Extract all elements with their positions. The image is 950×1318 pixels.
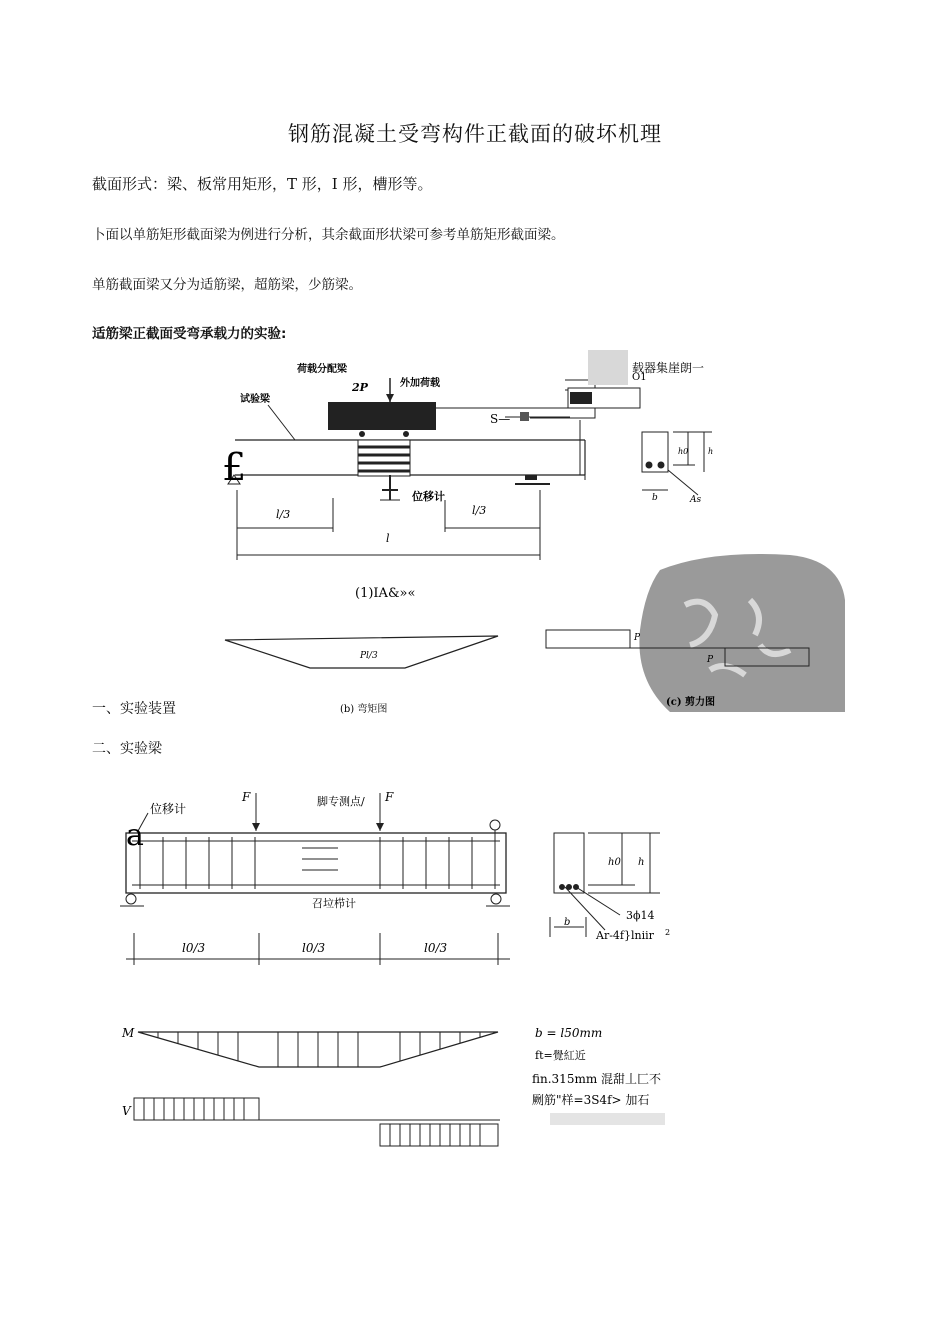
- ft-line: ft=覺紅近: [535, 1049, 586, 1062]
- load-beam-label: 荷载分配梁: [297, 364, 347, 375]
- section-b-h: h: [638, 857, 645, 868]
- load-distribution-beam: [328, 402, 436, 430]
- a-mark: a: [126, 818, 144, 853]
- caption-a: (1)IA&»«: [355, 586, 416, 601]
- section-as: As: [690, 495, 702, 505]
- setup-section-label: 一、实验装置: [92, 701, 176, 717]
- caption-b: (b) 弯矩图: [340, 704, 388, 715]
- moment-m-label: M: [122, 1026, 135, 1040]
- bottom-gauge-label: 召垃栉计: [312, 897, 356, 910]
- strain-points-label: 脚专测点/: [317, 795, 365, 808]
- sensor-sub-label: O1: [632, 372, 647, 383]
- caption-c: (c) 剪力图: [666, 697, 716, 708]
- force-f-right: F: [385, 790, 394, 804]
- b-value: b = l50mm: [535, 1026, 603, 1040]
- beam-types-text: 单筋截面梁又分为适筋梁，超筋梁，少筋梁。: [92, 277, 362, 293]
- span-1: l0/3: [182, 941, 206, 955]
- loading-jack-stack: [358, 431, 410, 476]
- section-b-h0: h0: [608, 857, 621, 868]
- shear-diagram-positive: [546, 630, 630, 648]
- section-h0: h0: [678, 447, 689, 456]
- beam-section-label: 二、实验梁: [92, 741, 162, 757]
- dial-label: 位移计: [150, 802, 187, 816]
- span-3: l0/3: [424, 941, 448, 955]
- sensor-label: 载器集崖朗一: [632, 361, 705, 375]
- span-l3-left: l/3: [276, 508, 291, 521]
- stamp-watermark: [639, 554, 845, 712]
- shear-p2: P: [707, 655, 714, 665]
- test-beam-label: 试验梁: [240, 394, 270, 405]
- dial-gauge-label: 位移计: [412, 490, 445, 503]
- pound-mark: £: [222, 445, 247, 489]
- blurred-note: [550, 1113, 665, 1125]
- shear-v-label: V: [122, 1104, 131, 1118]
- ar-sup: 2: [665, 928, 671, 937]
- ar-label: Ar-4f}lniir: [596, 929, 654, 942]
- section-forms-text: 截面形式：梁、板常用矩形，T 形，I 形，槽形等。: [92, 175, 433, 193]
- test-beam-figure: [110, 775, 675, 1147]
- applied-load-label: 外加荷载: [400, 378, 440, 389]
- rebar-label: 3ϕ14: [626, 909, 655, 922]
- page-title: 钢筋混凝土受弯构件正截面的破坏机理: [288, 122, 662, 146]
- stirrups-right: [380, 837, 495, 889]
- s-label: S—: [490, 412, 511, 426]
- moment-diagram-2: [138, 1032, 498, 1067]
- load-2p-label: 2P: [352, 381, 368, 394]
- cross-section-a: [642, 432, 712, 495]
- span-l-total: l: [386, 532, 390, 545]
- moment-label: Pl/3: [360, 651, 378, 661]
- span-2: l0/3: [302, 941, 326, 955]
- rebar-line: 劂筋"样=3S4f> 加石: [532, 1093, 650, 1107]
- experiment-setup-figure: [190, 350, 850, 718]
- force-f-left: F: [242, 790, 251, 804]
- fin-line: fin.315mm 混甜丄匚不: [532, 1072, 662, 1086]
- stirrups-left: [140, 837, 255, 889]
- section-b: b: [652, 493, 658, 503]
- strain-gauge-marks: [302, 848, 338, 870]
- section-b-width: b: [564, 917, 571, 928]
- shear-p: P: [634, 633, 641, 643]
- sensor-blur: [588, 350, 628, 385]
- experiment-heading: 适筋梁正截面受弯承载力的实验:: [92, 326, 287, 342]
- analysis-intro-text: 卜面以单筋矩形截面梁为例进行分析，其余截面形状梁可参考单筋矩形截面梁。: [92, 227, 565, 243]
- shear-diagram-2: [134, 1098, 498, 1146]
- section-h: h: [708, 447, 714, 456]
- span-l3-right: l/3: [472, 504, 487, 517]
